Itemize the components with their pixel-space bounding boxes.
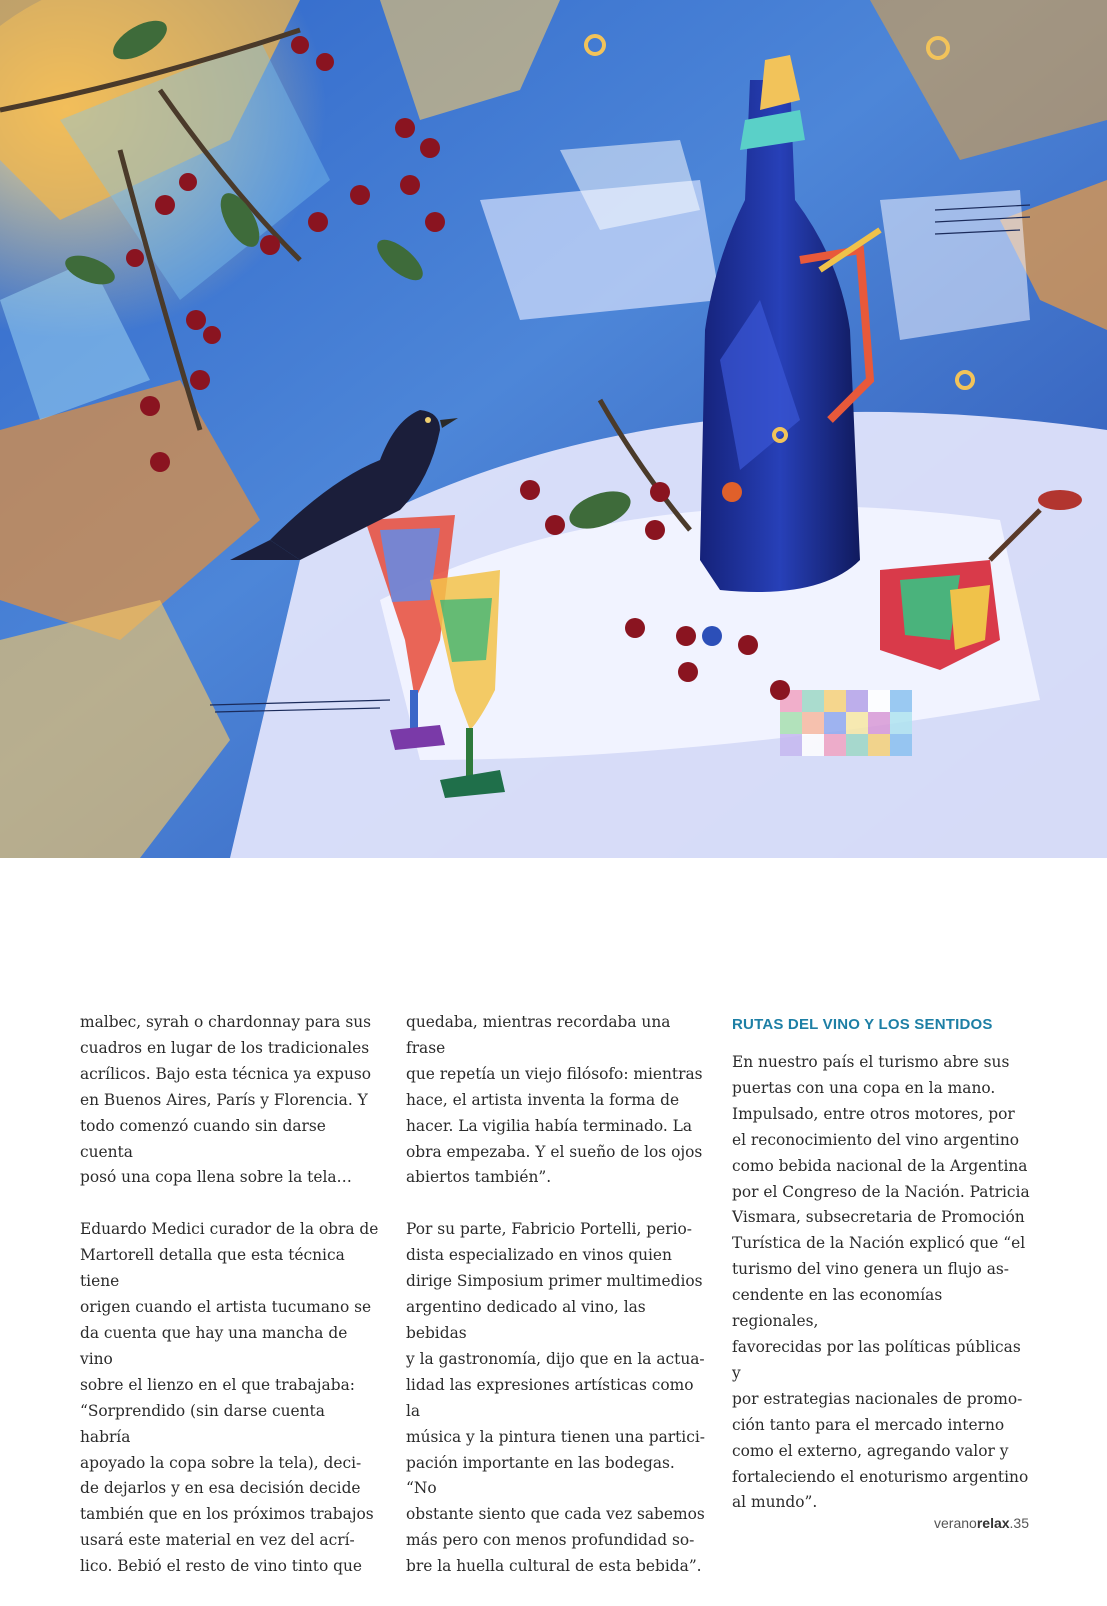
paragraph: Eduardo Medici curador de la obra de Martorell detalla que esta técnica tiene origen cuando el artista tucumano se da cuenta que hay una mancha de vino sobre el lienzo en el que trabajaba: “Sorprendido (sin darse cuenta habría apoyado la copa sobre la tela), deci- de dejarlos y en esa decisión decide también que en los próximos trabajos usará este material en vez del acrí- lico. Bebió el resto de vino tinto que: [80, 1220, 379, 1576]
paragraph: Por su parte, Fabricio Portelli, perio- dista especializado en vinos quien dirige Simposium primer multimedios argentino dedicado al vino, las bebidas y la gastronomía, dijo que en la actua- lidad las expresiones artísticas como la música y la pintura tienen una partici- pación importante en las bodegas. “No obstante siento que cada vez sabemos más pero con menos profundidad so- bre la huella cultural de esta bebida”.: [406, 1220, 705, 1576]
paragraph: quedaba, mientras recordaba una frase que repetía un viejo filósofo: mientras hace, el artista inventa la forma de hacer. La vigilia había terminado. La obra empezaba. Y el sueño de los ojos abiertos también”.: [406, 1013, 703, 1187]
article-column-2: [406, 1010, 706, 1606]
article-column-3: [732, 1010, 1032, 1542]
section-heading: RUTAS DEL VINO Y LOS SENTIDOS: [732, 1016, 993, 1033]
page-number: .35: [1009, 1515, 1029, 1531]
page-footer: [934, 1515, 1029, 1531]
article-column-1: [80, 1010, 380, 1606]
magazine-prefix: verano: [934, 1515, 977, 1531]
paragraph: malbec, syrah o chardonnay para sus cuadros en lugar de los tradicionales acrílicos. Bajo esta técnica ya expuso en Buenos Aires, París y Florencia. Y todo comenzó cuando sin darse cuenta posó una copa llena sobre la tela…: [80, 1013, 372, 1187]
paragraph: En nuestro país el turismo abre sus puertas con una copa en la mano. Impulsado, entre otros motores, por el reconocimiento del vino argentino como bebida nacional de la Argentina por el Congreso de la Nación. Patricia Vismara, subsecretaria de Promoción Turística de la Nación explicó que “el turismo del vino genera un flujo as- cendente en las economías regionales, favorecidas por las políticas públicas y por estrategias nacionales de promo- ción tanto para el mercado interno como el externo, agregando valor y fortaleciendo el enoturismo argentino al mundo”.: [732, 1053, 1030, 1512]
magazine-brand: relax: [976, 1515, 1010, 1531]
